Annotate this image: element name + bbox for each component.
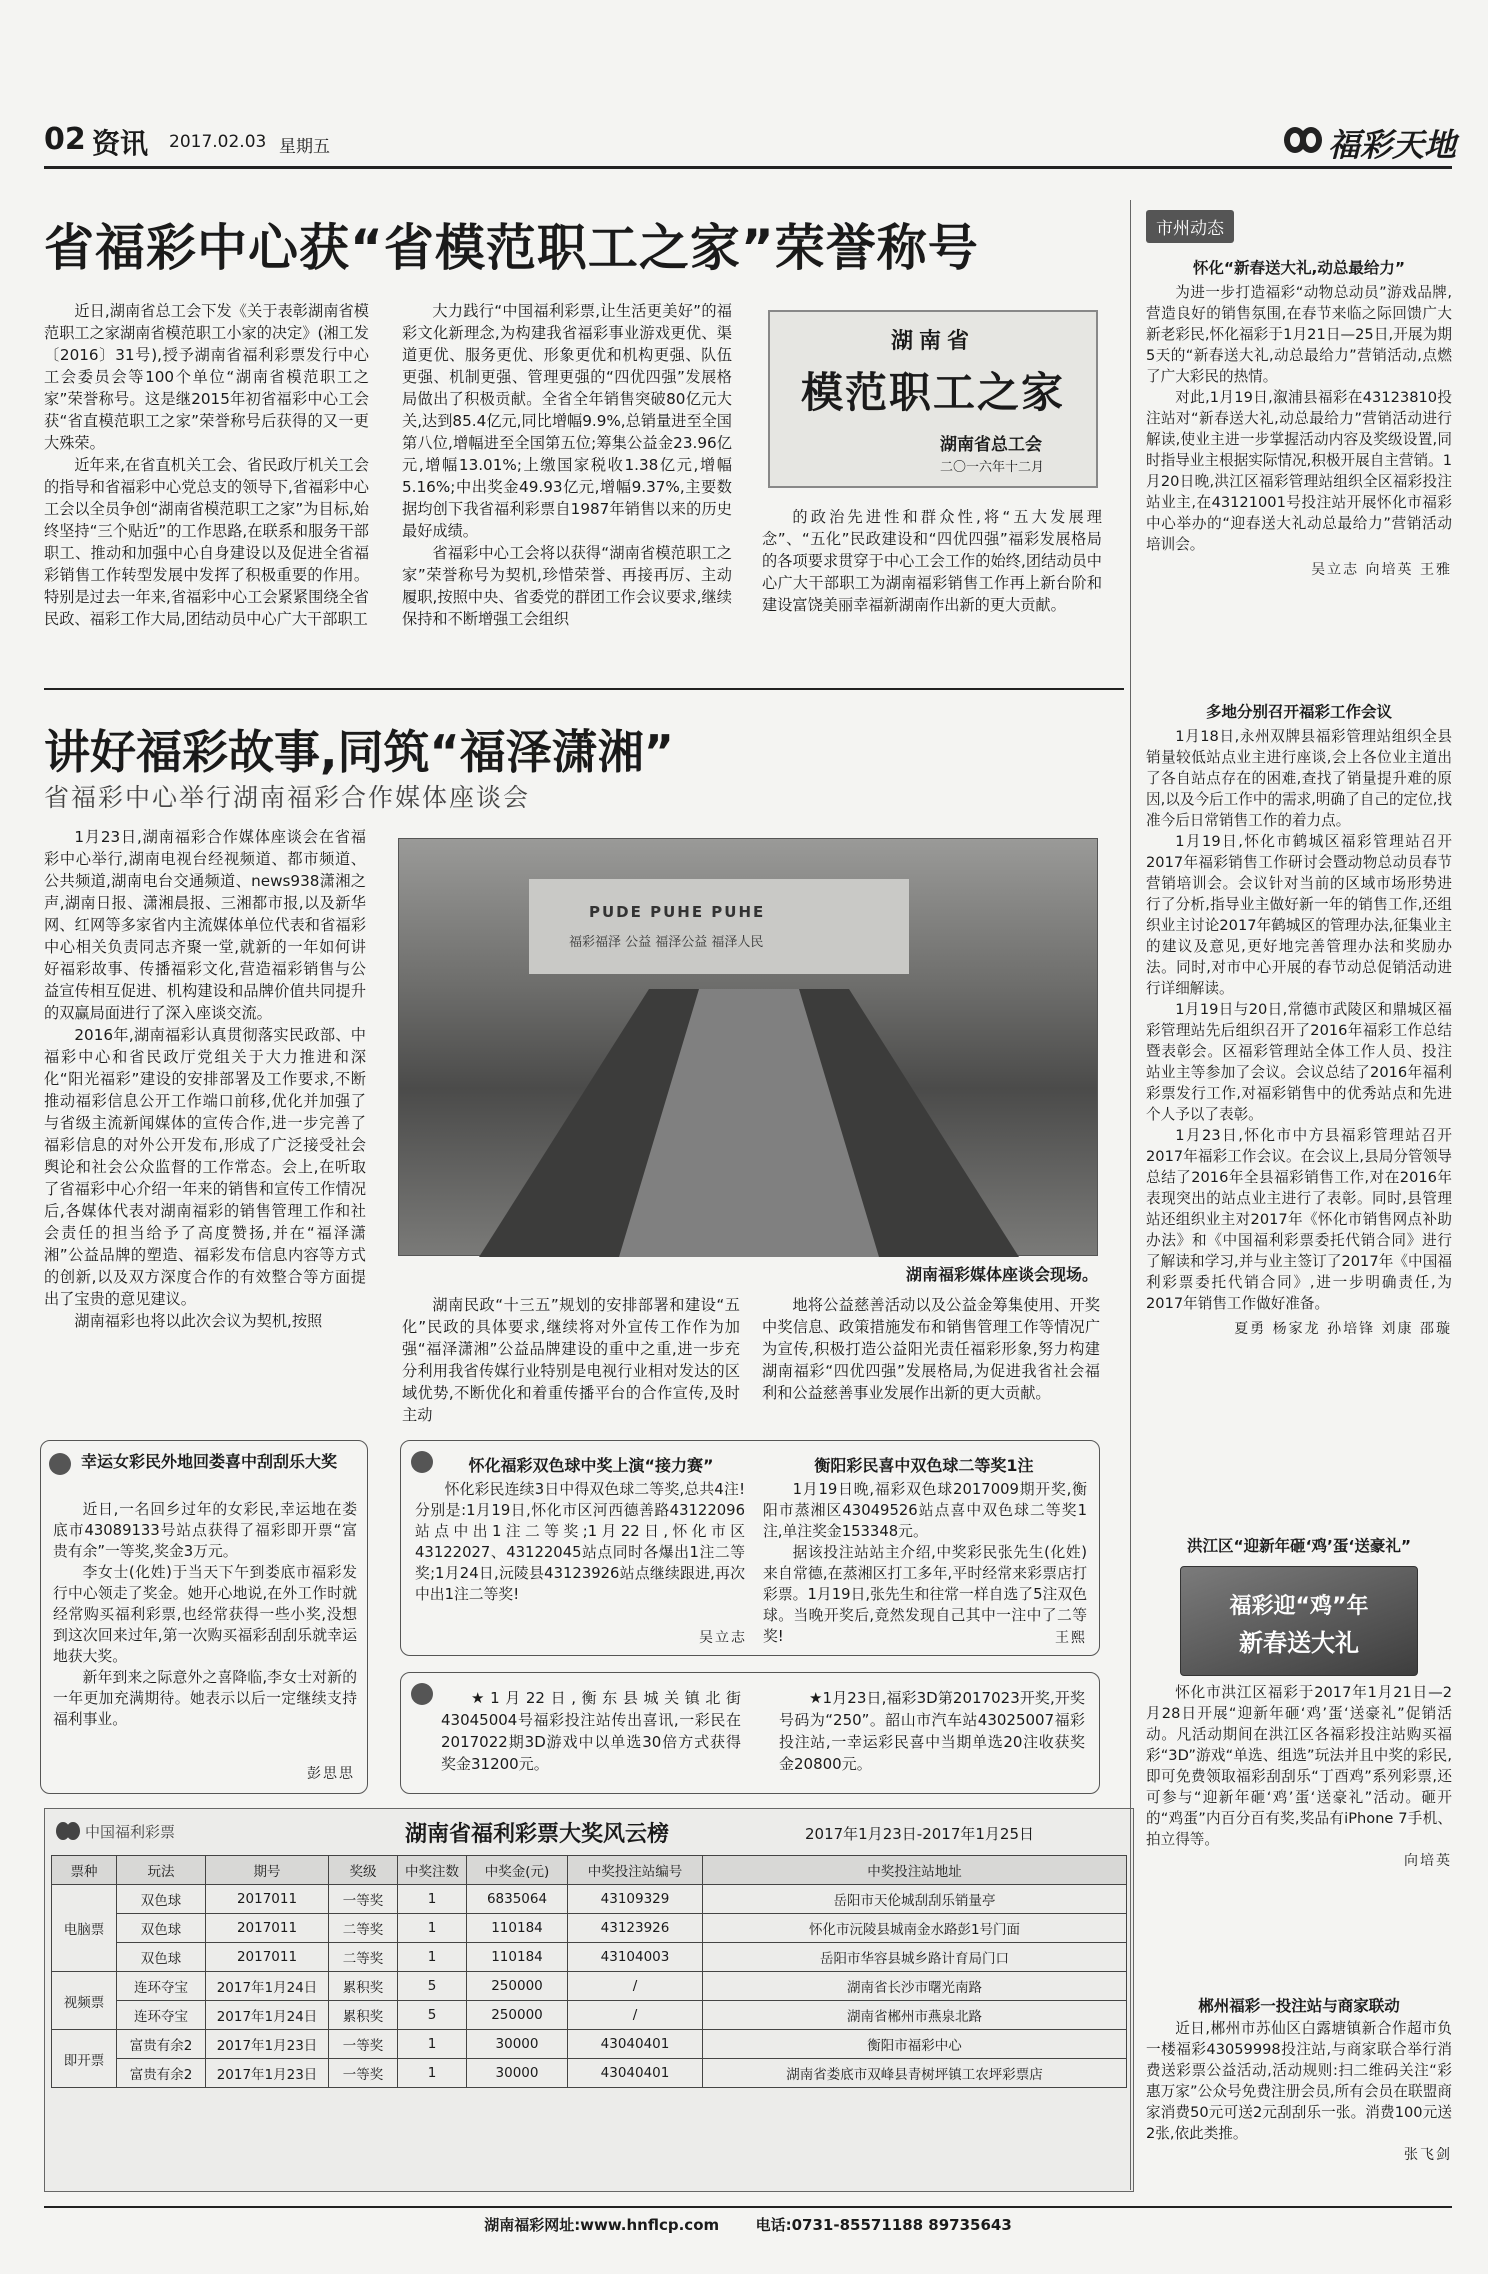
table-cell: 43040401 [568,2030,703,2059]
table-row [52,1885,1127,1914]
story-body [1146,726,1452,1314]
story-body [1146,2018,1452,2144]
paragraph: 近日,湖南省总工会下发《关于表彰湖南省模范职工之家湖南省模范职工小家的决定》(湘工发〔2016〕31号),授予湖南省福利彩票发行中心工会委员会等100个单位“湖南省模范职工之家”荣誉称号。这是继2015年初省福彩中心工会获“省直模范职工之家”荣誉称号后获得的又一更大殊荣。 [44,302,369,452]
paragraph: 湖南民政“十三五”规划的安排部署和建设“五化”民政的具体要求,继续将对外宣传工作作为加强“福泽潇湘”公益品牌建设的重中之重,进一步充分利用我省传媒行业特别是电视行业相对发达的区域优势,不断优化和着重传播平台的合作宣传,及时主动 [402,1296,740,1424]
award-plaque-image [768,310,1098,488]
column-header: 中奖注数 [398,1856,467,1885]
article1-col1 [44,300,369,630]
table-title: 湖南省福利彩票大奖风云榜 [405,1822,670,1847]
paragraph: 为进一步打造福彩“动物总动员”游戏品牌,营造良好的销售氛围,在春节来临之际回馈广大新老彩民,怀化福彩于1月21日—25日,开展为期5天的“新春送大礼,动总最给力”营销活动,点燃了广大彩民的热情。 [1146,284,1452,385]
box-title: 幸运女彩民外地回娄喜中刮刮乐大奖 [81,1452,338,1471]
article1-col2 [402,300,732,630]
table-cell: / [568,1972,703,2001]
plaque-issuer: 湖南省总工会 [940,435,1042,455]
jackpot-table [51,1855,1127,2088]
article2-col1 [44,826,366,1332]
paragraph: ★1月22日,衡东县城关镇北街43045004号福彩投注站传出喜讯,一彩民在2017022期3D游戏中以单选30倍方式获得奖金31200元。 [441,1689,741,1773]
table-cell: 双色球 [117,1885,206,1914]
table-cell: 43040401 [568,2059,703,2088]
table-row [52,1972,1127,2001]
table-cell: 2017年1月23日 [206,2059,329,2088]
sidebar-story-4 [1146,1994,1452,2164]
column-header: 中奖投注站编号 [568,1856,703,1885]
paragraph: 近年来,在省直机关工会、省民政厅机关工会的指导和省福彩中心党总支的领导下,省福彩中心工会以全员争创“湖南省模范职工之家”为目标,始终坚持“三个贴近”的工作思路,在联系和服务干部职工、推动和加强中心自身建设以及促进全省福彩销售工作转型发展中发挥了积极重要的作用。特别是过去一年来,省福彩中心工会紧紧围绕全省民政、福彩工作大局,团结动员中心广大干部职工 [44,456,369,628]
story-title: 多地分别召开福彩工作会议 [1205,703,1392,721]
paragraph: 近日,一名回乡过年的女彩民,幸运地在娄底市43089133号站点获得了福彩即开票“富贵有余”一等奖,奖金3万元。 [53,1501,357,1560]
jackpot-table-section [44,1808,1134,2192]
table-cell: 5 [398,2001,467,2030]
promo-line1: 福彩迎“鸡”年 [1229,1594,1369,1619]
news-box-lucky-lady [40,1440,368,1794]
article1-title: 省福彩中心获“省模范职工之家”荣誉称号 [44,219,979,277]
box-body [763,1479,1087,1647]
table-cell: 1 [398,2059,467,2088]
plaque-date: 二〇一六年十二月 [940,460,1045,475]
table-cell: 250000 [467,1972,568,2001]
photo-caption: 湖南福彩媒体座谈会现场。 [905,1265,1098,1284]
table-cell: 一等奖 [329,2030,398,2059]
article2-subtitle: 省福彩中心举行湖南福彩合作媒体座谈会 [44,783,531,812]
paragraph: 1月19日与20日,常德市武陵区和鼎城区福彩管理站先后组织召开了2016年福彩工作总结暨表彰会。区福彩管理站全体工作人员、投注站业主等参加了会议。会议总结了2016年福利彩票发行工作,对福彩销售中的优秀站点和先进个人予以了表彰。 [1146,1001,1452,1123]
column-header: 中奖投注站地址 [703,1856,1127,1885]
lottery-logo-icon [55,1821,81,1841]
lottery-ball-icon [49,1453,71,1475]
paragraph: 湖南福彩也将以此次会议为契机,按照 [74,1312,323,1330]
paragraph: 怀化市洪江区福彩于2017年1月21日—2月28日开展“迎新年砸‘鸡’蛋‘送豪礼”促销活动。凡活动期间在洪江区各福彩投注站购买福彩“3D”游戏“单选、组选”玩法并且中奖的彩民,即可免费领取福彩刮刮乐“丁酉鸡”系列彩票,还可参与“迎新年砸‘鸡’蛋‘送豪礼”活动。砸开的“鸡蛋”内百分百有奖,奖品有iPhone 7手机、拍立得等。 [1146,1684,1452,1848]
table-row [52,1914,1127,1943]
table-cell: 2017年1月23日 [206,2030,329,2059]
promo-banner-image [1180,1566,1418,1676]
table-cell: 30000 [467,2059,568,2088]
table-row [52,2059,1127,2088]
table-cell: 2017011 [206,1885,329,1914]
paragraph: 大力践行“中国福利彩票,让生活更美好”的福彩文化新理念,为构建我省福彩事业游戏更优、渠道更优、服务更优、形象更优和机构更强、队伍更强、机制更强、管理更强的“四优四强”发展格局做出了积极贡献。全省全年销售突破80亿元大关,达到85.4亿元,同比增幅9.9%,总销量进至全国第八位,增幅进至全国第五位;筹集公益金23.96亿元,增幅13.01%;上缴国家税收1.38亿元,增幅5.16%;中出奖金49.93亿元,增幅9.37%,主要数据均创下我省福利彩票自1987年销售以来的历史最好成绩。 [402,302,732,540]
table-cell: 怀化市沅陵县城南金水路彭1号门面 [703,1914,1127,1943]
promo-line2: 新春送大礼 [1239,1629,1359,1657]
plaque-line2: 模范职工之家 [800,368,1065,417]
wall-banner-text: PUDE PUHE PUHE [589,903,766,921]
box-byline: 彭思思 [307,1766,355,1782]
table-cell: 2017年1月24日 [206,2001,329,2030]
sidebar-section-tag: 市州动态 [1146,210,1234,243]
story-byline: 张飞剑 [1404,2147,1452,2163]
table-cell: 富贵有余2 [117,2059,206,2088]
table-wrapper [51,1855,1127,2088]
section-name: 资讯 [92,127,149,160]
table-date-range: 2017年1月23日-2017年1月25日 [805,1825,1035,1843]
paragraph: 新年到来之际意外之喜降临,李女士对新的一年更加充满期待。她表示以后一定继续支持福利事业。 [53,1669,357,1728]
article2-col2 [402,1294,740,1426]
table-cell: 1 [398,1885,467,1914]
footer-rule [44,2206,1452,2208]
table-cell: 1 [398,1914,467,1943]
paragraph: 1月23日,怀化市中方县福彩管理站召开2017年福彩工作会议。在会议上,县局分管领导总结了2016年全县福彩销售工作,对在2016年表现突出的站点业主进行了表彰。同时,县管理站还组织业主对2017年《怀化市销售网点补助办法》和《中国福利彩票委托代销合同》进行了解读和学习,并与业主签订了2017年《中国福利彩票委托代销合同》,进一步明确责任,为2017年销售工作做好准备。 [1146,1127,1452,1312]
ticket-type-cell: 即开票 [52,2030,117,2088]
box-byline: 王熙 [1055,1630,1087,1646]
story-title: 怀化“新春送大礼,动总最给力” [1192,259,1406,277]
story-byline: 向培英 [1404,1853,1452,1869]
table-logo-text: 中国福利彩票 [85,1823,176,1841]
article2-col3 [762,1294,1100,1404]
paragraph: 2016年,湖南福彩认真贯彻落实民政部、中福彩中心和省民政厅党组关于大力推进和深化“阳光福彩”建设的安排部署及工作要求,不断推动福彩信息公开工作端口前移,优化并加强了与省级主流新闻媒体的宣传合作,进一步完善了福彩信息的对外公开发布,形成了广泛接受社会舆论和社会公众监督的工作常态。会上,在听取了省福彩中心介绍一年来的销售和宣传工作情况后,各媒体代表对湖南福彩的销售管理工作和社会责任的担当给予了高度赞扬,并在“福泽潇湘”公益品牌的塑造、福彩发布信息内容等方式的创新,以及双方深度合作的有效整合等方面提出了宝贵的意见建议。 [44,1026,366,1308]
table-cell: 2017011 [206,1914,329,1943]
box-body [441,1687,741,1775]
paragraph: 省福彩中心工会将以获得“湖南省模范职工之家”荣誉称号为契机,珍惜荣誉、再接再厉、主动履职,按照中央、省委党的群团工作会议要求,继续保持和不断增强工会组织 [402,544,732,628]
story-body [1146,282,1452,555]
page-header [44,118,1457,164]
table-row [52,1943,1127,1972]
table-cell: 连环夺宝 [117,1972,206,2001]
table-cell: 双色球 [117,1943,206,1972]
story-body [1146,1682,1452,1850]
paragraph: 据该投注站站主介绍,中奖彩民张先生(化姓)来自常德,在蒸湘区打工多年,平时经常来彩票店打彩票。1月19日,张先生和往常一样自选了5注双色球。当晚开奖后,竟然发现自己其中一注中了二等奖! [763,1544,1087,1645]
news-box-3d [400,1672,1100,1794]
table-cell: 一等奖 [329,2059,398,2088]
paragraph: 1月19日,怀化市鹤城区福彩管理站召开2017年福彩销售工作研讨会暨动物总动员春节营销培训会。会议针对当前的区域市场形势进行了分析,指导业主做好新一年的销售工作,还组织业主讨论2017年鹤城区的管理办法,征集业主的建议及意见,更好地完善管理办法和奖励办法。同时,对市中心开展的春节动总促销活动进行详细解读。 [1146,833,1452,997]
paragraph: ★1月23日,福彩3D第2017023开奖,开奖号码为“250”。韶山市汽车站43025007福彩投注站,一幸运彩民喜中当期单选20注收获奖金20800元。 [779,1689,1085,1773]
table-cell: 二等奖 [329,1943,398,1972]
ticket-type-cell: 电脑票 [52,1885,117,1972]
table-cell: / [568,2001,703,2030]
paragraph: 1月23日,湖南福彩合作媒体座谈会在省福彩中心举行,湖南电视台经视频道、都市频道、公共频道,湖南电台交通频道、news938潇湘之声,湖南日报、潇湘晨报、三湘都市报,以及新华网、红网等多家省内主流媒体单位代表和省福彩中心相关负责同志齐聚一堂,就新的一年如何讲好福彩故事、传播福彩文化,营造福彩销售与公益宣传相互促进、机构建设和品牌价值共同提升的双赢局面进行了深入座谈交流。 [44,828,366,1022]
paragraph: 怀化彩民连续3日中得双色球二等奖,总共4注!分别是:1月19日,怀化市区河西德善路43122096站点中出1注二等奖;1月22日,怀化市区43122027、43122045站点同时各爆出1注二等奖;1月24日,沅陵县43123926站点继续跟进,再次中出1注二等奖! [415,1481,745,1603]
box-body [53,1499,357,1730]
table-cell: 1 [398,2030,467,2059]
table-cell: 富贵有余2 [117,2030,206,2059]
lottery-ball-icon [411,1683,433,1705]
table-cell: 岳阳市天伦城刮刮乐销量亭 [703,1885,1127,1914]
box-title: 怀化福彩双色球中奖上演“接力赛” [468,1456,714,1475]
issue-weekday: 星期五 [279,137,330,157]
brand-name: 福彩天地 [1328,126,1457,164]
table-row [52,2001,1127,2030]
table-cell: 湖南省郴州市燕泉北路 [703,2001,1127,2030]
table-cell: 30000 [467,2030,568,2059]
footer-website: 湖南福彩网址:www.hnflcp.com [484,2216,720,2234]
table-cell: 1 [398,1943,467,1972]
sidebar-story-2 [1146,700,1452,1338]
table-cell: 一等奖 [329,1885,398,1914]
table-cell: 2017年1月24日 [206,1972,329,2001]
table-cell: 2017011 [206,1943,329,1972]
story-title: 郴州福彩一投注站与商家联动 [1198,1997,1400,2015]
news-box-double-color [400,1440,1100,1656]
table-row [52,2030,1127,2059]
table-cell: 6835064 [467,1885,568,1914]
table-cell: 250000 [467,2001,568,2030]
sidebar-story-3 [1146,1534,1452,1870]
divider [44,688,1124,690]
footer [44,2214,1452,2244]
paragraph: 1月19日晚,福彩双色球2017009期开奖,衡阳市蒸湘区43049526站点喜中双色球二等奖1注,单注奖金153348元。 [763,1481,1087,1540]
page-number: 02 [44,122,86,157]
story-byline: 夏勇 杨家龙 孙培锋 刘康 邵璇 [1234,1321,1452,1337]
table-cell: 岳阳市华容县城乡路计育局门口 [703,1943,1127,1972]
header-rule [44,166,1452,169]
table-cell: 43123926 [568,1914,703,1943]
paragraph: 的政治先进性和群众性,将“五大发展理念”、“五化”民政建设和“四优四强”福彩发展格局的各项要求贯穿于中心工会工作的始终,团结动员中心广大干部职工为湖南福彩销售工作再上新台阶和建设富饶美丽幸福新湖南作出新的更大贡献。 [762,508,1102,614]
table-cell: 二等奖 [329,1914,398,1943]
brand-logo-icon [1282,124,1324,156]
column-header: 玩法 [117,1856,206,1885]
sidebar-column-rule [1130,200,1131,2190]
lottery-ball-icon [411,1451,433,1473]
column-header: 奖级 [329,1856,398,1885]
footer-phone: 电话:0731-85571188 89735643 [755,2216,1012,2234]
table-cell: 湖南省娄底市双峰县青树坪镇工农坪彩票店 [703,2059,1127,2088]
box-body [779,1687,1085,1775]
meeting-photo [398,838,1098,1256]
table-cell: 湖南省长沙市曙光南路 [703,1972,1127,2001]
table-cell: 衡阳市福彩中心 [703,2030,1127,2059]
ticket-type-cell: 视频票 [52,1972,117,2030]
story-byline: 吴立志 向培英 王雅 [1311,562,1452,578]
paragraph: 对此,1月19日,溆浦县福彩在43123810投注站对“新春送大礼,动总最给力”营销活动进行解读,使业主进一步掌握活动内容及奖级设置,同时指导业主根据实际情况,积极开展自主营销。1月20日晚,洪江区福彩管理站组织全区福彩投注站业主,在43121001号投注站开展怀化市福彩中心举办的“迎春送大礼动总最给力”营销活动培训会。 [1146,389,1452,553]
table-cell: 连环夺宝 [117,2001,206,2030]
box-byline: 吴立志 [699,1630,747,1646]
story-title: 洪江区“迎新年砸‘鸡’蛋‘送豪礼” [1186,1537,1412,1555]
table-cell: 双色球 [117,1914,206,1943]
column-header: 期号 [206,1856,329,1885]
sidebar-story-1 [1146,256,1452,579]
paragraph: 1月18日,永州双牌县福彩管理站组织全县销量较低站点业主进行座谈,会上各位业主道出了各自站点存在的困难,查找了销量提升难的原因,以及今后工作中的需求,明确了自己的定位,找准今后日常销售工作的着力点。 [1146,728,1452,829]
table-cell: 累积奖 [329,1972,398,2001]
article1-col3 [762,506,1102,616]
table-cell: 5 [398,1972,467,2001]
wall-banner-text: 福彩福泽 公益 福泽公益 福泽人民 [569,935,764,950]
table-cell: 累积奖 [329,2001,398,2030]
paragraph: 近日,郴州市苏仙区白露塘镇新合作超市负一楼福彩43059998投注站,与商家联合举行消费送彩票公益活动,活动规则:扫二维码关注“彩惠万家”公众号免费注册会员,所有会员在联盟商家消费50元可送2元刮刮乐一张。消费100元送2张,依此类推。 [1146,2020,1452,2142]
table-cell: 43109329 [568,1885,703,1914]
issue-date: 2017.02.03 [169,132,267,152]
plaque-line1: 湖南省 [890,328,975,354]
article2-title: 讲好福彩故事,同筑“福泽潇湘” [44,725,674,779]
table-cell: 43104003 [568,1943,703,1972]
table-cell: 110184 [467,1943,568,1972]
column-header: 中奖金(元) [467,1856,568,1885]
table-cell: 110184 [467,1914,568,1943]
sidebar [1146,210,1452,243]
paragraph: 地将公益慈善活动以及公益金筹集使用、开奖中奖信息、政策措施发布和销售管理工作等情况广为宣传,积极打造公益阳光责任福彩形象,努力构建湖南福彩“四优四强”发展格局,为促进我省社会福利和公益慈善事业发展作出新的更大贡献。 [762,1296,1100,1402]
column-header: 票种 [52,1856,117,1885]
box-body [415,1479,745,1605]
box-title: 衡阳彩民喜中双色球二等奖1注 [814,1456,1034,1475]
paragraph: 李女士(化姓)于当天下午到娄底市福彩发行中心领走了奖金。她开心地说,在外工作时就经常购买福利彩票,也经常获得一些小奖,没想到这次回来过年,第一次购买福彩刮刮乐就幸运地获大奖。 [53,1564,357,1665]
